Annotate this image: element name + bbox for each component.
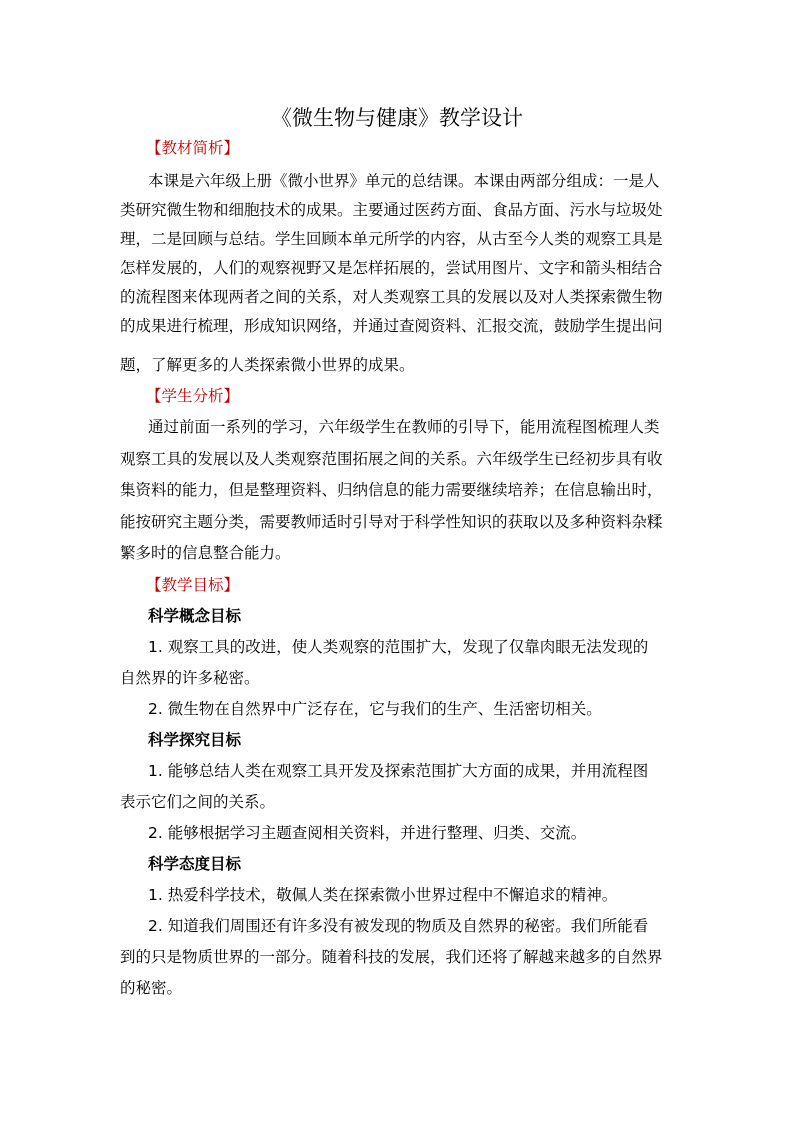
paragraph-line: 怎样发展的，人们的观察视野又是怎样拓展的，尝试用图片、文字和箭头相结合 bbox=[120, 259, 663, 277]
document-title: 《微生物与健康》教学设计 bbox=[271, 106, 523, 130]
section-heading-textbook-analysis: 【教材简析】 bbox=[146, 139, 240, 157]
section-heading-teaching-objectives: 【教学目标】 bbox=[146, 576, 240, 594]
objective-item-continuation: 的秘密。 bbox=[120, 979, 183, 997]
objective-item: 1. 热爱科学技术，敬佩人类在探索微小世界过程中不懈追求的精神。 bbox=[148, 886, 618, 904]
objective-item-continuation: 到的只是物质世界的一部分。随着科技的发展，我们还将了解越来越多的自然界 bbox=[120, 948, 663, 966]
paragraph-line: 本课是六年级上册《微小世界》单元的总结课。本课由两部分组成：一是人 bbox=[148, 172, 660, 190]
subheading-concept-objective: 科学概念目标 bbox=[148, 607, 242, 625]
paragraph-line: 类研究微生物和细胞技术的成果。主要通过医药方面、食品方面、污水与垃圾处 bbox=[120, 201, 663, 219]
objective-item: 2. 能够根据学习主题查阅相关资料，并进行整理、归类、交流。 bbox=[148, 824, 587, 842]
subheading-inquiry-objective: 科学探究目标 bbox=[148, 731, 242, 749]
paragraph-line: 的成果进行梳理，形成知识网络，并通过查阅资料、汇报交流，鼓励学生提出问 bbox=[120, 317, 663, 335]
paragraph-line: 的流程图来体现两者之间的关系，对人类观察工具的发展以及对人类探索微生物 bbox=[120, 288, 663, 306]
objective-item-continuation: 表示它们之间的关系。 bbox=[120, 793, 276, 811]
paragraph-line: 通过前面一系列的学习，六年级学生在教师的引导下，能用流程图梳理人类 bbox=[148, 418, 660, 436]
objective-item: 2. 微生物在自然界中广泛存在，它与我们的生产、生活密切相关。 bbox=[148, 700, 602, 718]
paragraph-line: 集资料的能力，但是整理资料、归纳信息的能力需要继续培养；在信息输出时， bbox=[120, 481, 663, 499]
paragraph-line: 观察工具的发展以及人类观察范围拓展之间的关系。六年级学生已经初步具有收 bbox=[120, 450, 663, 468]
objective-item: 1. 能够总结人类在观察工具开发及探索范围扩大方面的成果，并用流程图 bbox=[148, 762, 649, 780]
paragraph-line: 题，了解更多的人类探索微小世界的成果。 bbox=[120, 356, 415, 374]
subheading-attitude-objective: 科学态度目标 bbox=[148, 855, 242, 873]
paragraph-line: 繁多时的信息整合能力。 bbox=[120, 544, 291, 562]
paragraph-line: 理，二是回顾与总结。学生回顾本单元所学的内容，从古至今人类的观察工具是 bbox=[120, 230, 663, 248]
objective-item: 1. 观察工具的改进，使人类观察的范围扩大，发现了仅靠肉眼无法发现的 bbox=[148, 638, 649, 656]
section-heading-student-analysis: 【学生分析】 bbox=[146, 387, 240, 405]
objective-item: 2. 知道我们周围还有许多没有被发现的物质及自然界的秘密。我们所能看 bbox=[148, 917, 649, 935]
paragraph-line: 能按研究主题分类，需要教师适时引导对于科学性知识的获取以及多种资料杂糅 bbox=[120, 513, 663, 531]
objective-item-continuation: 自然界的许多秘密。 bbox=[120, 669, 260, 687]
